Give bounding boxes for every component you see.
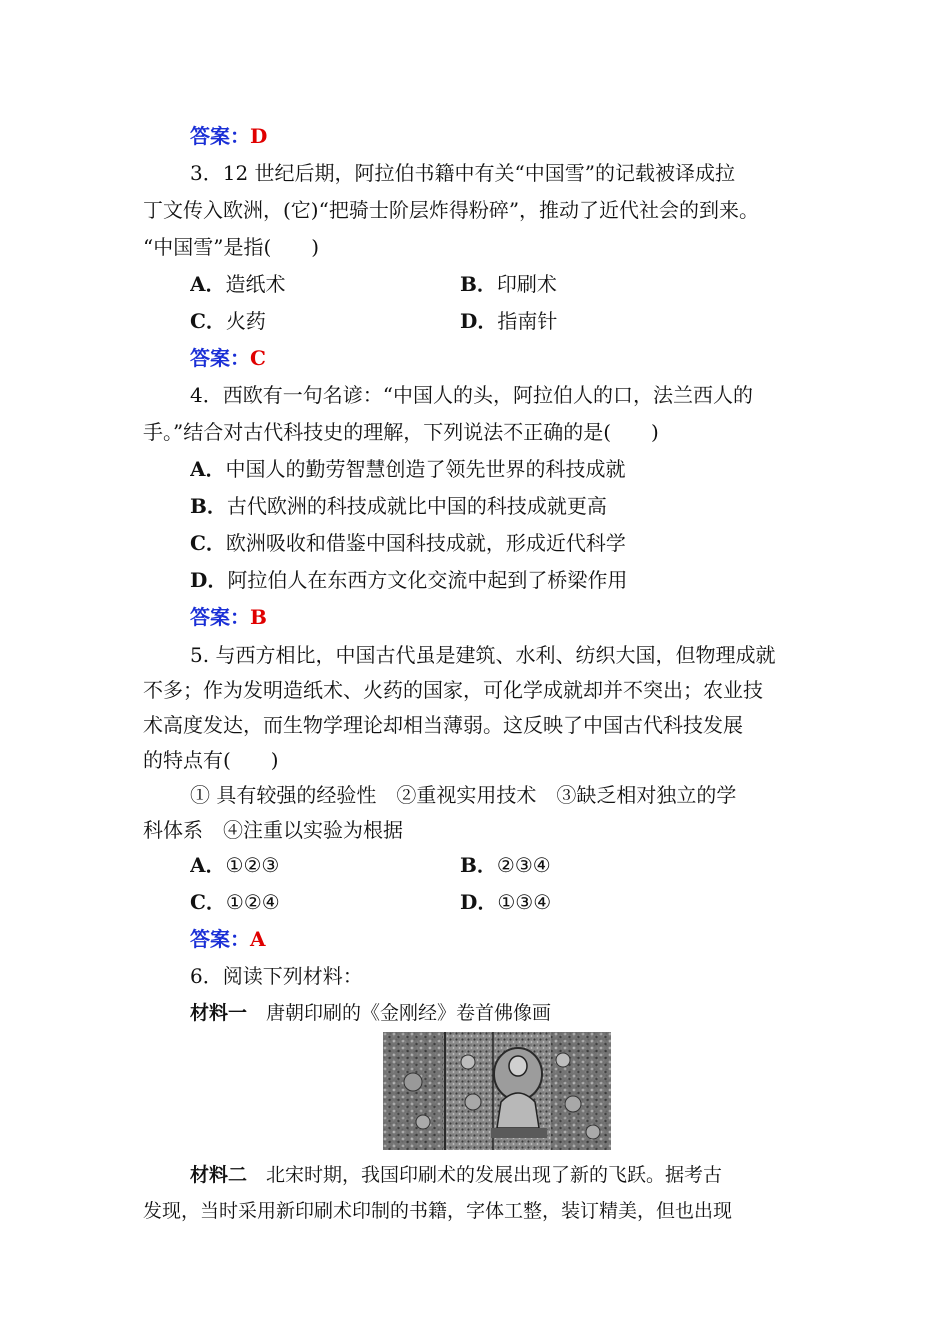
q5-option-c: C．①②④ xyxy=(190,890,280,914)
q6-material1-caption xyxy=(190,995,810,1032)
q5-option-d: D．①③④ xyxy=(460,890,552,914)
q5-answer: 答案：A xyxy=(190,927,266,951)
q3-option-b: B．印刷术 xyxy=(460,272,557,296)
q3-options-row1 xyxy=(190,266,810,303)
q3-option-c: C．火药 xyxy=(190,309,266,333)
material2-text-line1: 北宋时期，我国印刷术的发展出现了新的飞跃。据考古 xyxy=(266,1164,723,1186)
diamond-sutra-frontispiece-image xyxy=(383,1032,611,1150)
q3-stem-line1: 3．12 世纪后期，阿拉伯书籍中有关“中国雪”的记载被译成拉 xyxy=(190,161,735,185)
q4-answer: 答案：B xyxy=(190,605,267,629)
q6-stem: 6．阅读下列材料： xyxy=(190,964,363,988)
q3-stem-line2: 丁文传入欧洲，(它)“把骑士阶层炸得粉碎”，推动了近代社会的到来。 xyxy=(143,198,760,222)
q4-stem-line1: 4．西欧有一句名谚：“中国人的头，阿拉伯人的口，法兰西人的 xyxy=(190,383,753,407)
q5-options-row1 xyxy=(190,847,810,884)
q5-stem-line4: 的特点有( ) xyxy=(143,748,279,772)
frontispiece-drawing xyxy=(383,1032,611,1150)
q5-option-b: B．②③④ xyxy=(460,853,551,877)
q5-options-row2 xyxy=(190,884,810,921)
q5-statements-line1: ① 具有较强的经验性 ②重视实用技术 ③缺乏相对独立的学 xyxy=(190,783,737,807)
q3-stem-line3: “中国雪”是指( ) xyxy=(143,235,320,259)
material2-label: 材料二 xyxy=(190,1164,248,1186)
q3-option-a: A．造纸术 xyxy=(190,272,286,296)
q5-statements-line2: 科体系 ④注重以实验为根据 xyxy=(143,818,403,842)
q4-stem-line2: 手。”结合对古代科技史的理解，下列说法不正确的是( ) xyxy=(143,420,659,444)
material1-label: 材料一 xyxy=(190,1002,248,1024)
q3-answer: 答案：C xyxy=(190,346,266,370)
q5-stem-line3: 术高度发达，而生物学理论却相当薄弱。这反映了中国古代科技发展 xyxy=(143,713,743,737)
material1-text: 唐朝印刷的《金刚经》卷首佛像画 xyxy=(266,1002,552,1024)
q2-answer: 答案：D xyxy=(190,124,268,148)
q4-option-c: C．欧洲吸收和借鉴中国科技成就，形成近代科学 xyxy=(190,531,626,555)
q5-stem-line1: 5. 与西方相比，中国古代虽是建筑、水利、纺织大国，但物理成就 xyxy=(190,643,776,667)
q6-material2-line1 xyxy=(190,1157,810,1194)
q5-option-a: A．①②③ xyxy=(190,853,280,877)
q4-option-d: D．阿拉伯人在东西方文化交流中起到了桥梁作用 xyxy=(190,568,628,592)
q3-options-row2 xyxy=(190,303,810,340)
q4-option-b: B．古代欧洲的科技成就比中国的科技成就更高 xyxy=(190,494,607,518)
q5-stem-line2: 不多；作为发明造纸术、火药的国家，可化学成就却并不突出；农业技 xyxy=(143,678,763,702)
q3-option-d: D．指南针 xyxy=(460,309,558,333)
q4-option-a: A．中国人的勤劳智慧创造了领先世界的科技成就 xyxy=(190,457,626,481)
q6-material2-line2: 发现，当时采用新印刷术印制的书籍，字体工整，装订精美，但也出现 xyxy=(143,1200,733,1222)
